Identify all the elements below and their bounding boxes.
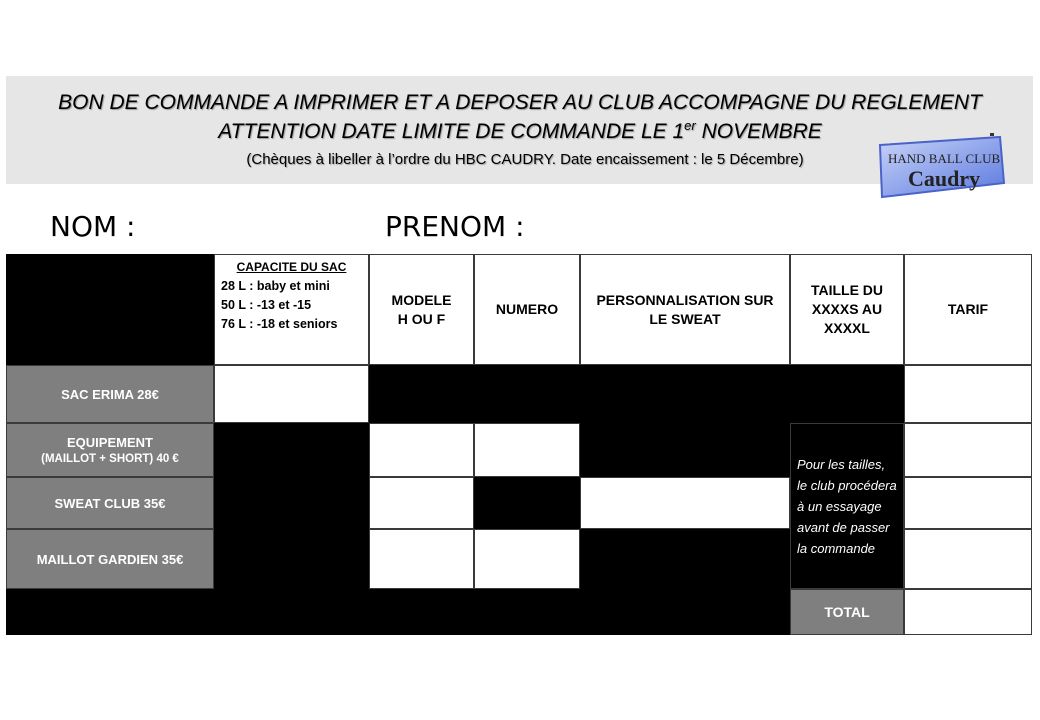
- equipement-perso-blocked: [580, 423, 790, 477]
- sac-capacity-input[interactable]: [214, 365, 369, 423]
- row-label-sac: SAC ERIMA 28€: [6, 365, 214, 423]
- total-input[interactable]: [904, 589, 1032, 635]
- gardien-tarif-input[interactable]: [904, 529, 1032, 589]
- capacity-blocked-cells: [214, 423, 369, 589]
- header-modele: MODELE H OU F: [369, 254, 474, 365]
- gardien-numero-input[interactable]: [474, 529, 580, 589]
- sweat-numero-blocked: [474, 477, 580, 529]
- taille-blocked-top: [790, 365, 904, 423]
- sac-blocked-cells: [369, 365, 790, 423]
- header-tarif: TARIF: [904, 254, 1032, 365]
- sweat-perso-input[interactable]: [580, 477, 790, 529]
- total-row-blocked: [6, 589, 790, 635]
- nom-label: NOM :: [50, 210, 136, 243]
- club-logo: [872, 131, 1012, 203]
- row-label-sweat: SWEAT CLUB 35€: [6, 477, 214, 529]
- gardien-perso-blocked: [580, 529, 790, 589]
- header-cheque-note: (Chèques à libeller à l’ordre du HBC CAUDRY. Date encaissement : le 5 Décembre): [246, 151, 804, 168]
- svg-text:HAND BALL CLUB: HAND BALL CLUB: [888, 151, 1001, 166]
- equipement-modele-input[interactable]: [369, 423, 474, 477]
- equipement-numero-input[interactable]: [474, 423, 580, 477]
- prenom-label: PRENOM :: [385, 210, 525, 243]
- equipement-tarif-input[interactable]: [904, 423, 1032, 477]
- header-deadline: ATTENTION DATE LIMITE DE COMMANDE LE 1er NOVEMBRE: [218, 118, 822, 143]
- order-table: [6, 254, 1032, 635]
- svg-text:Caudry: Caudry: [908, 166, 981, 191]
- row-label-gardien: MAILLOT GARDIEN 35€: [6, 529, 214, 589]
- sweat-tarif-input[interactable]: [904, 477, 1032, 529]
- header-numero: NUMERO: [474, 254, 580, 365]
- total-label: TOTAL: [790, 589, 904, 635]
- corner-cell: [6, 254, 214, 365]
- header-title: BON DE COMMANDE A IMPRIMER ET A DEPOSER AU CLUB ACCOMPAGNE DU REGLEMENT: [58, 91, 982, 114]
- row-label-equipement: EQUIPEMENT (MAILLOT + SHORT) 40 €: [6, 423, 214, 477]
- sac-tarif-input[interactable]: [904, 365, 1032, 423]
- header-personnalisation: PERSONNALISATION SUR LE SWEAT: [580, 254, 790, 365]
- gardien-modele-input[interactable]: [369, 529, 474, 589]
- sweat-modele-input[interactable]: [369, 477, 474, 529]
- header-taille: TAILLE DU XXXXS AU XXXXL: [790, 254, 904, 365]
- capacity-cell: CAPACITE DU SAC 28 L : baby et mini 50 L : -13 et -15 76 L : -18 et seniors: [214, 254, 369, 365]
- taille-note: Pour les tailles, le club procédera à un essayage avant de passer la commande: [790, 423, 904, 589]
